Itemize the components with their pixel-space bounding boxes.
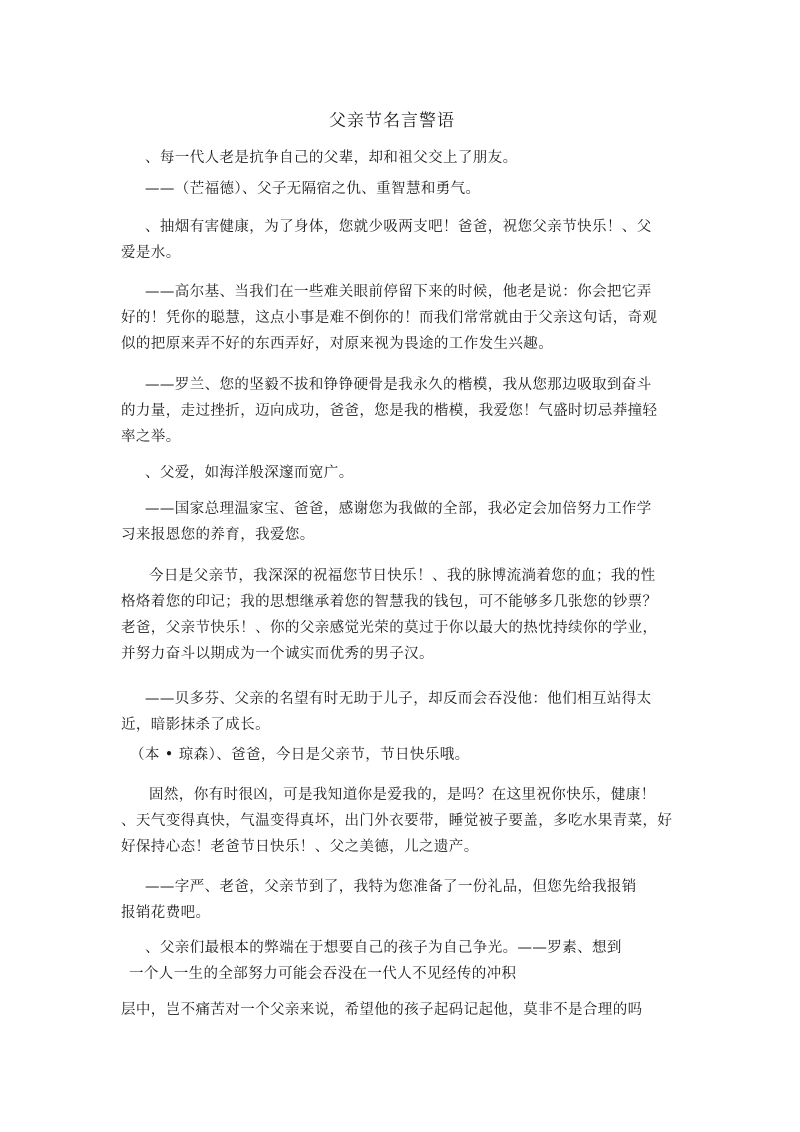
text-line: 今日是父亲节，我深深的祝福您节日快乐！、我的脉博流淌着您的血；我的性 [149, 568, 656, 584]
text-line: （本 • 琼森）、爸爸，今日是父亲节，节日快乐哦。 [130, 747, 470, 763]
text-line: 爱是水。 [121, 245, 181, 261]
text-line: 格烙着您的印记；我的思想继承着您的智慧我的钱包，可不能够多几张您的钞票？ [121, 594, 658, 610]
text-line: 、天气变得真快，气温变得真坏，出门外衣要带，睡觉被子要盖，多吃水果青菜，好 [121, 813, 673, 829]
paragraph-8 [121, 563, 657, 667]
paragraph-13 [121, 935, 622, 987]
text-line: 的力量，走过挫折，迈向成功，爸爸，您是我的楷模，我爱您！气盛时切忌莽撞轻 [121, 403, 658, 419]
text-line: 一个人一生的全部努力可能会吞没在一代人不见经传的冲积 [129, 966, 517, 982]
paragraph-9 [121, 686, 652, 738]
paragraph-14 [121, 997, 643, 1023]
paragraph-12 [121, 874, 637, 926]
text-line: ——国家总理温家宝、爸爸，感谢您为我做的全部，我必定会加倍努力工作学 [145, 501, 652, 517]
text-line: 近，暗影抹杀了成长。 [121, 717, 270, 733]
text-line: 率之举。 [121, 429, 181, 445]
text-line: 固然，你有时很凶，可是我知道你是爱我的，是吗？在这里祝你快乐，健康！ [149, 787, 656, 803]
text-line: 层中，岂不痛苦对一个父亲来说，希望他的孩子起码记起他，莫非不是合理的吗 [121, 1002, 643, 1018]
text-line: 习来报恩您的养育，我爱您。 [121, 527, 315, 543]
text-line: 好保持心态！老爸节日快乐！、父之美德，儿之遗产。 [121, 839, 479, 855]
paragraph-3 [121, 214, 652, 266]
text-line: 、每一代人老是抗争自己的父辈，却和祖父交上了朋友。 [145, 150, 518, 166]
text-line: 、抽烟有害健康，为了身体，您就少吸两支吧！爸爸，祝您父亲节快乐！、父 [145, 219, 652, 235]
text-line: 并努力奋斗以期成为一个诚实而优秀的男子汉。 [121, 646, 434, 662]
paragraph-7 [121, 496, 652, 548]
text-line: ——（芒福德）、父子无隔宿之仇、重智慧和勇气。 [145, 181, 481, 197]
text-line: 老爸，父亲节快乐！、你的父亲感觉光荣的莫过于你以最大的热忱持续你的学业， [121, 620, 658, 636]
paragraph-5 [121, 372, 657, 450]
paragraph-4 [121, 279, 657, 357]
document-title: 父亲节名言警语 [329, 111, 455, 131]
paragraph-6 [145, 460, 354, 486]
text-line: ——高尔基、当我们在一些难关眼前停留下来的时候，他老是说：你会把它弄 [145, 284, 652, 300]
text-line: ——罗兰、您的坚毅不拔和铮铮硬骨是我永久的楷模，我从您那边吸取到奋斗 [145, 377, 652, 393]
text-line: ——贝多芬、父亲的名望有时无助于儿子，却反而会吞没他：他们相互站得太 [145, 691, 652, 707]
paragraph-2 [145, 176, 480, 202]
paragraph-11 [121, 782, 672, 860]
text-line: 报销花费吧。 [121, 905, 211, 921]
paragraph-1 [145, 145, 518, 171]
text-line: 、父亲们最根本的弊端在于想要自己的孩子为自己争光。——罗素、想到 [145, 940, 622, 956]
text-line: ——字严、老爸，父亲节到了，我特为您准备了一份礼品，但您先给我报销 [145, 879, 637, 895]
text-line: 、父爱，如海洋般深邃而宽广。 [145, 465, 354, 481]
paragraph-10 [130, 742, 470, 768]
text-line: 好的！凭你的聪慧，这点小事是难不倒你的！而我们常常就由于父亲这句话，奇观 [121, 310, 658, 326]
text-line: 似的把原来弄不好的东西弄好，对原来视为畏途的工作发生兴趣。 [121, 336, 554, 352]
